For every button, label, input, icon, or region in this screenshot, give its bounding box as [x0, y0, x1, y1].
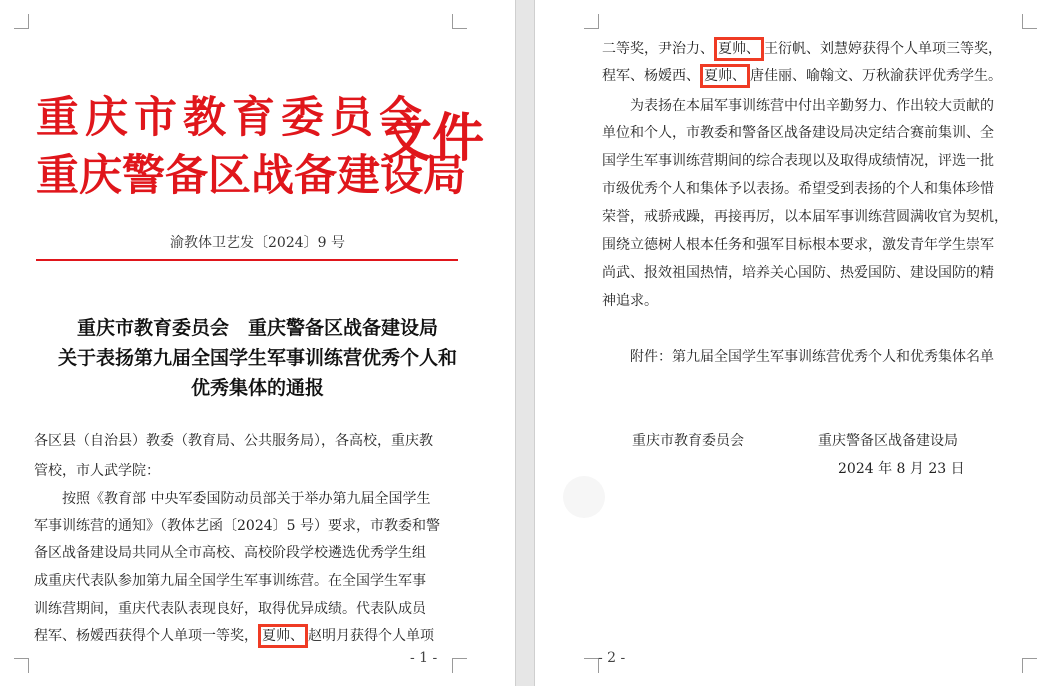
header-doc-suffix: 文件 — [380, 108, 485, 169]
body-line: 尚武、报效祖国热情，培养关心国防、热爱国防、建设国防的精 — [602, 265, 994, 281]
title-line-3: 优秀集体的通报 — [190, 377, 324, 399]
body-line: 围绕立德树人根本任务和强军目标根本要求，激发青年学生崇军 — [602, 237, 994, 253]
addressee-line-1: 各区县（自治县）教委（教育局、公共服务局），各高校，重庆教 — [34, 433, 433, 449]
body-line: 神追求。 — [602, 293, 658, 309]
body-line: 按照《教育部 中央军委国防动员部关于举办第九届全国学生 — [62, 491, 431, 507]
header-red-divider — [36, 259, 458, 261]
page-corner-mark — [1022, 658, 1037, 673]
body-line: 训练营期间，重庆代表队表现良好，取得优异成绩。代表队成员 — [34, 601, 426, 617]
page-corner-mark — [1022, 14, 1037, 29]
page-corner-mark — [584, 658, 599, 673]
signature-org-2: 重庆警备区战备建设局 — [818, 433, 958, 449]
body-line: 军事训练营的通知》（教体艺函〔2024〕5 号）要求，市教委和警 — [34, 518, 440, 534]
signature-org-1: 重庆市教育委员会 — [632, 433, 744, 449]
page-corner-mark — [452, 658, 467, 673]
addressee-line-2: 管校，市人武学院： — [34, 463, 160, 479]
body-line-with-highlight — [602, 64, 1002, 88]
title-line-2: 关于表扬第九届全国学生军事训练营优秀个人和 — [57, 347, 457, 369]
body-text: 程军、杨嫒西、 — [602, 68, 700, 84]
page-number: - 2 - — [598, 650, 626, 666]
body-line-with-highlight — [602, 37, 1002, 61]
body-line: 单位和个人，市教委和警备区战备建设局决定结合赛前集训、全 — [602, 125, 994, 141]
attachment-line: 附件：第九届全国学生军事训练营优秀个人和优秀集体名单 — [630, 349, 994, 365]
signature-date: 2024 年 8 月 23 日 — [838, 461, 965, 477]
body-line: 荣誉，戒骄戒躁，再接再厉，以本届军事训练营圆满收官为契机， — [602, 209, 1008, 225]
body-line: 市级优秀个人和集体予以表扬。希望受到表扬的个人和集体珍惜 — [602, 181, 994, 197]
page-corner-mark — [584, 14, 599, 29]
faint-seal-watermark — [563, 476, 605, 518]
title-line-1: 重庆市教育委员会 重庆警备区战备建设局 — [76, 317, 438, 339]
body-line: 为表扬在本届军事训练营中付出辛勤努力、作出较大贡献的 — [630, 98, 994, 114]
body-text: 程军、杨嫒西获得个人单项一等奖， — [34, 628, 258, 644]
highlighted-name: 夏帅、 — [700, 64, 750, 88]
page-number: - 1 - — [410, 650, 438, 666]
page-corner-mark — [14, 658, 29, 673]
body-line: 国学生军事训练营期间的综合表现以及取得成绩情况，评选一批 — [602, 153, 994, 169]
header-org-line-1: 重庆市教育委员会 — [36, 93, 428, 143]
body-line: 成重庆代表队参加第九届全国学生军事训练营。在全国学生军事 — [34, 573, 426, 589]
page-corner-mark — [452, 14, 467, 29]
body-line: 备区战备建设局共同从全市高校、高校阶段学校遴选优秀学生组 — [34, 545, 426, 561]
header-org-line-2: 重庆警备区战备建设局 — [36, 151, 466, 201]
body-text: 王衍帆、刘慧婷获得个人单项三等奖， — [764, 41, 1002, 57]
highlighted-name: 夏帅、 — [258, 624, 308, 648]
highlighted-name: 夏帅、 — [714, 37, 764, 61]
document-page-1 — [0, 0, 515, 686]
page-corner-mark — [14, 14, 29, 29]
body-text: 唐佳丽、喻翰文、万秋渝获评优秀学生。 — [750, 68, 1002, 84]
page-gutter — [515, 0, 535, 686]
document-number: 渝教体卫艺发〔2024〕9 号 — [170, 235, 345, 251]
body-text: 赵明月获得个人单项 — [308, 628, 434, 644]
body-text: 二等奖，尹治力、 — [602, 41, 714, 57]
body-line-with-highlight — [34, 624, 434, 648]
